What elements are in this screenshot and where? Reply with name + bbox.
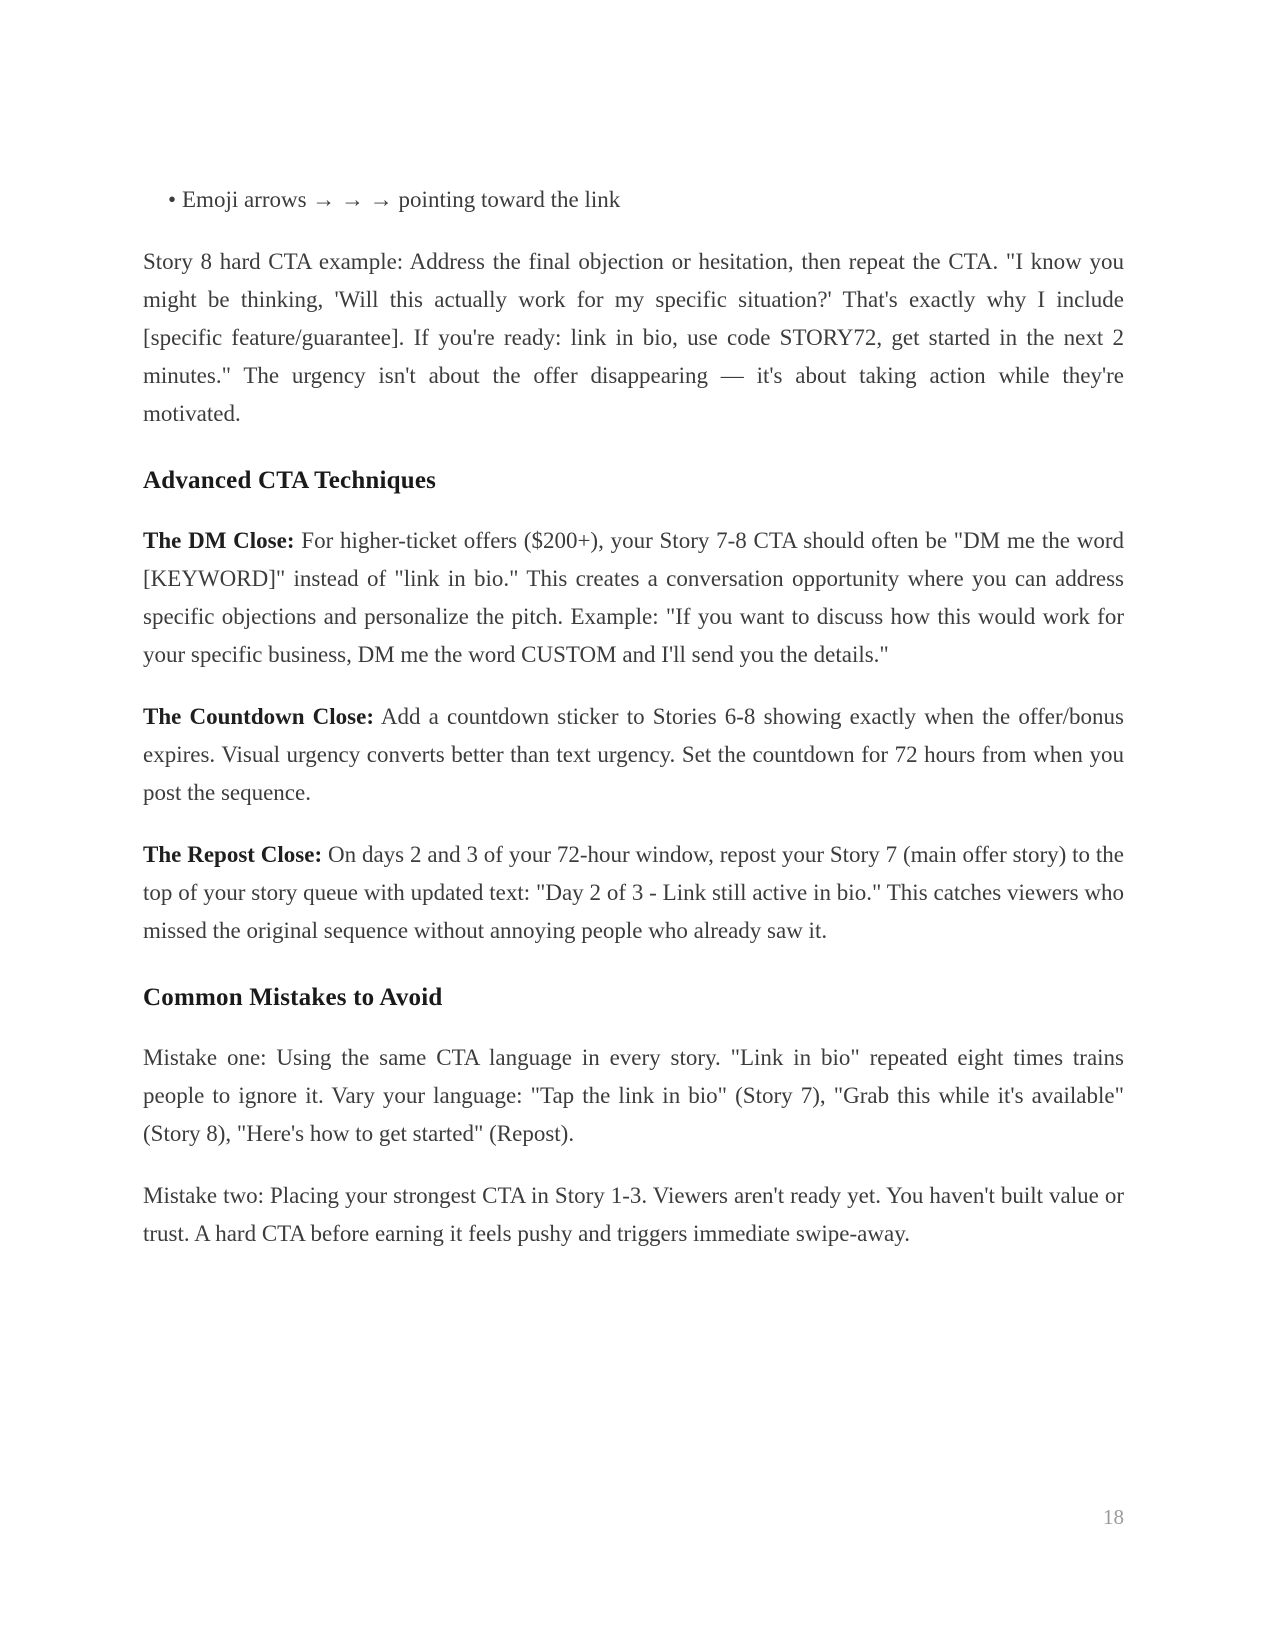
- heading-common-mistakes: Common Mistakes to Avoid: [143, 984, 443, 1011]
- paragraph-mistake-two: Mistake two: Placing your strongest CTA in Story 1-3. Viewers aren't ready yet. You haven't built value or trust. A hard CTA before earning it feels pushy and triggers immediate swipe-away.: [143, 1183, 1124, 1246]
- paragraph-text-dm-close: For higher-ticket offers ($200+), your Story 7-8 CTA should often be "DM me the word [KEYWORD]" instead of "link in bio." This creates a conversation opportunity where you can address specific objections and personalize the pitch. Example: "If you want to discuss how this would work for your specific business, DM me the word CUSTOM and I'll send you the details.": [143, 528, 1124, 667]
- paragraph-lead-dm-close: The DM Close:: [143, 528, 295, 553]
- paragraph-text-countdown-close: Add a countdown sticker to Stories 6-8 showing exactly when the offer/bonus expires. Visual urgency converts better than text urgency. Set the countdown for 72 hours from when you post the sequence.: [143, 704, 1124, 805]
- bullet-item-text: Emoji arrows → → → pointing toward the link: [182, 187, 621, 212]
- paragraph-lead-countdown-close: The Countdown Close:: [143, 704, 374, 729]
- page-content: [143, 181, 1124, 1277]
- paragraph-mistake-one: Mistake one: Using the same CTA language in every story. "Link in bio" repeated eight times trains people to ignore it. Vary your language: "Tap the link in bio" (Story 7), "Grab this while it's available" (Story 8), "Here's how to get started" (Repost).: [143, 1045, 1124, 1146]
- page-number: 18: [1103, 1505, 1124, 1529]
- paragraph-lead-repost-close: The Repost Close:: [143, 842, 323, 867]
- paragraph-repost-close: [143, 836, 1124, 950]
- bullet-marker-icon: •: [168, 187, 177, 212]
- paragraph-story8-hard-cta: Story 8 hard CTA example: Address the final objection or hesitation, then repeat the CTA. "I know you might be thinking, 'Will this actually work for my specific situation?' That's exactly why I include [specific feature/guarantee]. If you're ready: link in bio, use code STORY72, get started in the next 2 minutes." The urgency isn't about the offer disappearing — it's about taking action while they're motivated.: [143, 249, 1124, 426]
- paragraph-countdown-close: [143, 698, 1124, 812]
- bullet-item-emoji-arrows: [143, 181, 1124, 219]
- paragraph-dm-close: [143, 522, 1124, 674]
- paragraph-text-repost-close: On days 2 and 3 of your 72-hour window, repost your Story 7 (main offer story) to the top of your story queue with updated text: "Day 2 of 3 - Link still active in bio." This catches viewers who missed the original sequence without annoying people who already saw it.: [143, 842, 1124, 943]
- heading-advanced-cta-techniques: Advanced CTA Techniques: [143, 467, 437, 494]
- bullet-list: [143, 181, 1124, 219]
